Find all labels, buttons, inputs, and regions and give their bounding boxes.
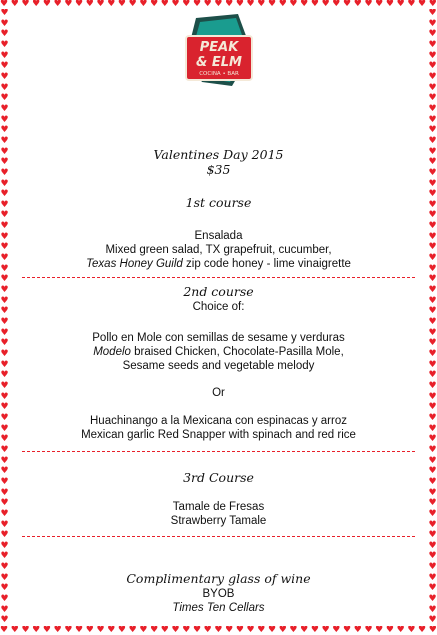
logo-text-peak: PEAK: [199, 40, 239, 55]
heart-icon: ♥: [0, 135, 9, 146]
course2-option2-name: Huachinango a la Mexicana con espinacas y arroz: [90, 415, 347, 427]
heart-icon: ♥: [32, 626, 41, 635]
heart-icon: ♥: [0, 210, 9, 221]
heart-icon: ♥: [171, 0, 180, 9]
heart-icon: ♥: [42, 0, 51, 9]
price: $35: [206, 162, 231, 177]
complimentary-wine: Complimentary glass of wine: [126, 571, 311, 586]
heart-icon: ♥: [0, 125, 9, 136]
heart-icon: ♥: [0, 317, 9, 328]
course2-heading: 2nd course: [183, 284, 254, 299]
heart-icon: ♥: [0, 444, 9, 455]
heart-icon: ♥: [117, 626, 126, 635]
heart-icon: ♥: [0, 508, 9, 519]
heart-icon: ♥: [75, 0, 84, 9]
heart-icon: ♥: [428, 295, 437, 306]
heart-icon: ♥: [428, 317, 437, 328]
heart-icon: ♥: [428, 402, 437, 413]
heart-icon: ♥: [235, 0, 244, 9]
heart-icon: ♥: [0, 487, 9, 498]
heart-icon: ♥: [192, 626, 202, 635]
heart-icon: ♥: [428, 61, 437, 72]
byob: BYOB: [202, 588, 235, 600]
heart-icon: ♥: [0, 551, 9, 562]
heart-icon: ♥: [428, 263, 437, 274]
heart-icon: ♥: [64, 0, 73, 9]
heart-icon: ♥: [214, 626, 223, 635]
course1-heading: 1st course: [185, 195, 252, 210]
heart-icon: ♥: [428, 306, 437, 317]
heart-icon: ♥: [0, 157, 9, 168]
heart-icon: ♥: [428, 50, 437, 61]
heart-icon: ♥: [0, 434, 9, 445]
heart-icon: ♥: [42, 626, 51, 635]
heart-icon: ♥: [53, 626, 62, 635]
heart-icon: ♥: [0, 221, 9, 232]
course2-option2-desc: Mexican garlic Red Snapper with spinach and red rice: [81, 429, 356, 441]
heart-icon: ♥: [428, 0, 437, 9]
heart-icon: ♥: [139, 0, 148, 9]
heart-icon: ♥: [0, 167, 9, 178]
heart-icon: ♥: [0, 253, 9, 264]
heart-icon: ♥: [0, 295, 9, 306]
heart-icon: ♥: [428, 242, 437, 253]
heart-icon: ♥: [428, 391, 437, 402]
heart-icon: ♥: [428, 551, 437, 562]
heart-icon: ♥: [128, 626, 137, 635]
heart-border-bottom: [0, 626, 437, 635]
course3-desc: Strawberry Tamale: [170, 515, 267, 527]
heart-icon: ♥: [0, 476, 9, 487]
heart-icon: ♥: [375, 0, 384, 9]
heart-icon: ♥: [428, 103, 437, 114]
heart-icon: ♥: [0, 455, 9, 466]
heart-icon: ♥: [0, 71, 9, 82]
heart-icon: ♥: [353, 0, 362, 9]
heart-icon: ♥: [53, 0, 62, 9]
heart-icon: ♥: [353, 626, 362, 635]
heart-icon: ♥: [0, 199, 9, 210]
heart-icon: ♥: [428, 444, 437, 455]
heart-icon: ♥: [246, 0, 255, 9]
heart-icon: ♥: [182, 0, 191, 9]
heart-icon: ♥: [428, 380, 437, 391]
heart-icon: ♥: [0, 285, 9, 296]
heart-icon: ♥: [428, 39, 437, 50]
heart-icon: ♥: [418, 626, 427, 635]
course2-brand: Modelo: [93, 346, 131, 358]
heart-icon: ♥: [428, 178, 437, 189]
heart-icon: ♥: [64, 626, 73, 635]
heart-icon: ♥: [375, 626, 384, 635]
course1-line2: [12, 257, 425, 271]
course2-option1-name: Pollo en Mole con semillas de sesame y verduras: [92, 332, 345, 344]
heart-icon: ♥: [428, 210, 437, 221]
heart-icon: ♥: [428, 626, 437, 635]
heart-icon: ♥: [0, 93, 9, 104]
heart-icon: ♥: [428, 562, 437, 573]
heart-icon: ♥: [0, 359, 9, 370]
heart-icon: ♥: [278, 0, 287, 9]
heart-icon: ♥: [428, 125, 437, 136]
course2-or: Or: [212, 387, 225, 399]
course2-choice: Choice of:: [192, 301, 245, 313]
heart-icon: ♥: [0, 29, 9, 40]
heart-icon: ♥: [428, 285, 437, 296]
heart-icon: ♥: [364, 626, 373, 635]
heart-icon: ♥: [407, 0, 416, 9]
heart-icon: ♥: [0, 327, 9, 338]
heart-icon: ♥: [0, 231, 9, 242]
heart-icon: ♥: [0, 572, 9, 583]
heart-icon: ♥: [192, 0, 202, 9]
heart-icon: ♥: [332, 626, 341, 635]
heart-icon: ♥: [428, 349, 437, 359]
heart-icon: ♥: [96, 626, 105, 635]
heart-icon: ♥: [428, 327, 437, 338]
heart-icon: ♥: [246, 626, 255, 635]
heart-icon: ♥: [160, 0, 169, 9]
heart-icon: ♥: [428, 466, 437, 477]
wine-cellar: Times Ten Cellars: [172, 602, 265, 614]
heart-icon: ♥: [321, 0, 330, 9]
heart-icon: ♥: [0, 615, 9, 626]
heart-icon: ♥: [0, 306, 9, 317]
heart-icon: ♥: [10, 626, 19, 635]
course2-option1-rest: braised Chicken, Chocolate-Pasilla Mole,: [130, 346, 344, 358]
heart-icon: ♥: [0, 391, 9, 402]
divider-1: [22, 277, 415, 278]
heart-icon: ♥: [0, 530, 9, 541]
course3-heading: 3rd Course: [183, 470, 254, 485]
heart-icon: ♥: [428, 71, 437, 82]
heart-icon: ♥: [428, 253, 437, 264]
heart-icon: ♥: [428, 476, 437, 487]
heart-icon: ♥: [428, 82, 437, 93]
heart-icon: ♥: [0, 9, 9, 18]
heart-icon: ♥: [267, 0, 277, 9]
course1-line2-rest: zip code honey - lime vinaigrette: [182, 258, 351, 270]
heart-icon: ♥: [289, 0, 298, 9]
heart-icon: ♥: [428, 146, 437, 157]
heart-icon: ♥: [0, 18, 9, 29]
heart-icon: ♥: [310, 0, 319, 9]
heart-icon: ♥: [117, 0, 126, 9]
heart-icon: ♥: [0, 39, 9, 50]
heart-border-right: [428, 9, 437, 626]
heart-icon: ♥: [257, 0, 266, 9]
heart-icon: ♥: [300, 626, 309, 635]
heart-icon: ♥: [225, 0, 234, 9]
heart-icon: ♥: [160, 626, 169, 635]
heart-icon: ♥: [21, 0, 30, 9]
heart-icon: ♥: [150, 626, 159, 635]
heart-icon: ♥: [0, 519, 9, 530]
heart-icon: ♥: [0, 189, 9, 200]
heart-icon: ♥: [21, 626, 30, 635]
menu-content: [12, 12, 425, 623]
course2-option1-line2: [12, 345, 425, 359]
heart-icon: ♥: [214, 0, 223, 9]
heart-icon: ♥: [300, 0, 309, 9]
heart-icon: ♥: [428, 167, 437, 178]
heart-icon: ♥: [428, 615, 437, 626]
heart-icon: ♥: [289, 626, 298, 635]
event-title: Valentines Day 2015: [153, 147, 284, 162]
heart-icon: ♥: [0, 498, 9, 509]
heart-icon: ♥: [0, 562, 9, 573]
course3-name: Tamale de Fresas: [172, 501, 265, 513]
heart-icon: ♥: [428, 359, 437, 370]
divider-2: [22, 451, 415, 452]
heart-icon: ♥: [364, 0, 373, 9]
course1-line1: Mixed green salad, TX grapefruit, cucumber,: [105, 244, 332, 256]
heart-icon: ♥: [0, 263, 9, 274]
heart-icon: ♥: [428, 540, 437, 551]
heart-border-top: [0, 0, 437, 9]
heart-icon: ♥: [107, 626, 116, 635]
heart-icon: ♥: [0, 466, 9, 477]
logo-text-elm: & ELM: [196, 55, 242, 70]
course1-name: Ensalada: [194, 230, 243, 242]
divider-3: [22, 536, 415, 537]
heart-icon: ♥: [428, 455, 437, 466]
heart-icon: ♥: [428, 199, 437, 210]
heart-icon: ♥: [428, 221, 437, 232]
heart-icon: ♥: [428, 508, 437, 519]
heart-icon: ♥: [428, 604, 437, 615]
heart-icon: ♥: [428, 572, 437, 583]
heart-icon: ♥: [0, 50, 9, 61]
heart-icon: ♥: [128, 0, 137, 9]
heart-icon: ♥: [332, 0, 341, 9]
heart-icon: ♥: [203, 0, 212, 9]
heart-icon: ♥: [0, 242, 9, 253]
heart-icon: ♥: [428, 487, 437, 498]
heart-icon: ♥: [321, 626, 330, 635]
heart-icon: ♥: [107, 0, 116, 9]
heart-icon: ♥: [428, 412, 437, 423]
heart-icon: ♥: [0, 349, 9, 359]
heart-icon: ♥: [139, 626, 148, 635]
heart-icon: ♥: [418, 0, 427, 9]
heart-icon: ♥: [428, 519, 437, 530]
course1-brand: Texas Honey Guild: [86, 258, 183, 270]
heart-icon: ♥: [428, 29, 437, 40]
heart-icon: ♥: [428, 530, 437, 541]
heart-icon: ♥: [428, 9, 437, 18]
heart-icon: ♥: [75, 626, 84, 635]
heart-icon: ♥: [0, 274, 9, 285]
heart-icon: ♥: [0, 540, 9, 551]
heart-icon: ♥: [0, 423, 9, 434]
heart-icon: ♥: [150, 0, 159, 9]
heart-icon: ♥: [428, 370, 437, 381]
heart-icon: ♥: [85, 626, 94, 635]
heart-icon: ♥: [428, 114, 437, 125]
heart-icon: ♥: [343, 0, 352, 9]
logo-tagline: COCINA • BAR: [199, 71, 239, 77]
heart-icon: ♥: [428, 135, 437, 146]
heart-icon: ♥: [385, 0, 394, 9]
heart-icon: ♥: [385, 626, 394, 635]
heart-icon: ♥: [0, 61, 9, 72]
heart-icon: ♥: [428, 594, 437, 605]
heart-icon: ♥: [396, 0, 405, 9]
heart-icon: ♥: [0, 412, 9, 423]
course2-option1-line3: Sesame seeds and vegetable melody: [122, 360, 315, 372]
heart-icon: ♥: [0, 402, 9, 413]
heart-icon: ♥: [0, 146, 9, 157]
heart-icon: ♥: [428, 423, 437, 434]
heart-icon: ♥: [85, 0, 94, 9]
heart-icon: ♥: [0, 178, 9, 189]
heart-icon: ♥: [0, 604, 9, 615]
heart-icon: ♥: [396, 626, 405, 635]
heart-icon: ♥: [428, 498, 437, 509]
heart-icon: ♥: [428, 583, 437, 594]
heart-icon: ♥: [0, 103, 9, 114]
heart-icon: ♥: [428, 157, 437, 168]
heart-icon: ♥: [96, 0, 105, 9]
heart-icon: ♥: [407, 626, 416, 635]
heart-icon: ♥: [171, 626, 180, 635]
heart-icon: ♥: [267, 626, 277, 635]
heart-icon: ♥: [182, 626, 191, 635]
heart-icon: ♥: [0, 380, 9, 391]
heart-icon: ♥: [0, 0, 9, 9]
heart-icon: ♥: [32, 0, 41, 9]
heart-icon: ♥: [203, 626, 212, 635]
heart-icon: ♥: [428, 338, 437, 349]
heart-icon: ♥: [428, 18, 437, 29]
heart-icon: ♥: [278, 626, 287, 635]
heart-icon: ♥: [428, 93, 437, 104]
heart-icon: ♥: [0, 370, 9, 381]
heart-icon: ♥: [0, 82, 9, 93]
heart-icon: ♥: [428, 231, 437, 242]
heart-icon: ♥: [257, 626, 266, 635]
heart-icon: ♥: [10, 0, 19, 9]
heart-icon: ♥: [310, 626, 319, 635]
heart-icon: ♥: [0, 583, 9, 594]
heart-icon: ♥: [0, 114, 9, 125]
heart-icon: ♥: [428, 274, 437, 285]
heart-icon: ♥: [235, 626, 244, 635]
heart-icon: ♥: [0, 338, 9, 349]
heart-icon: ♥: [428, 434, 437, 445]
heart-icon: ♥: [343, 626, 352, 635]
heart-icon: ♥: [0, 594, 9, 605]
heart-icon: ♥: [428, 189, 437, 200]
heart-icon: ♥: [225, 626, 234, 635]
heart-icon: ♥: [0, 626, 9, 635]
heart-border-left: [0, 9, 9, 626]
